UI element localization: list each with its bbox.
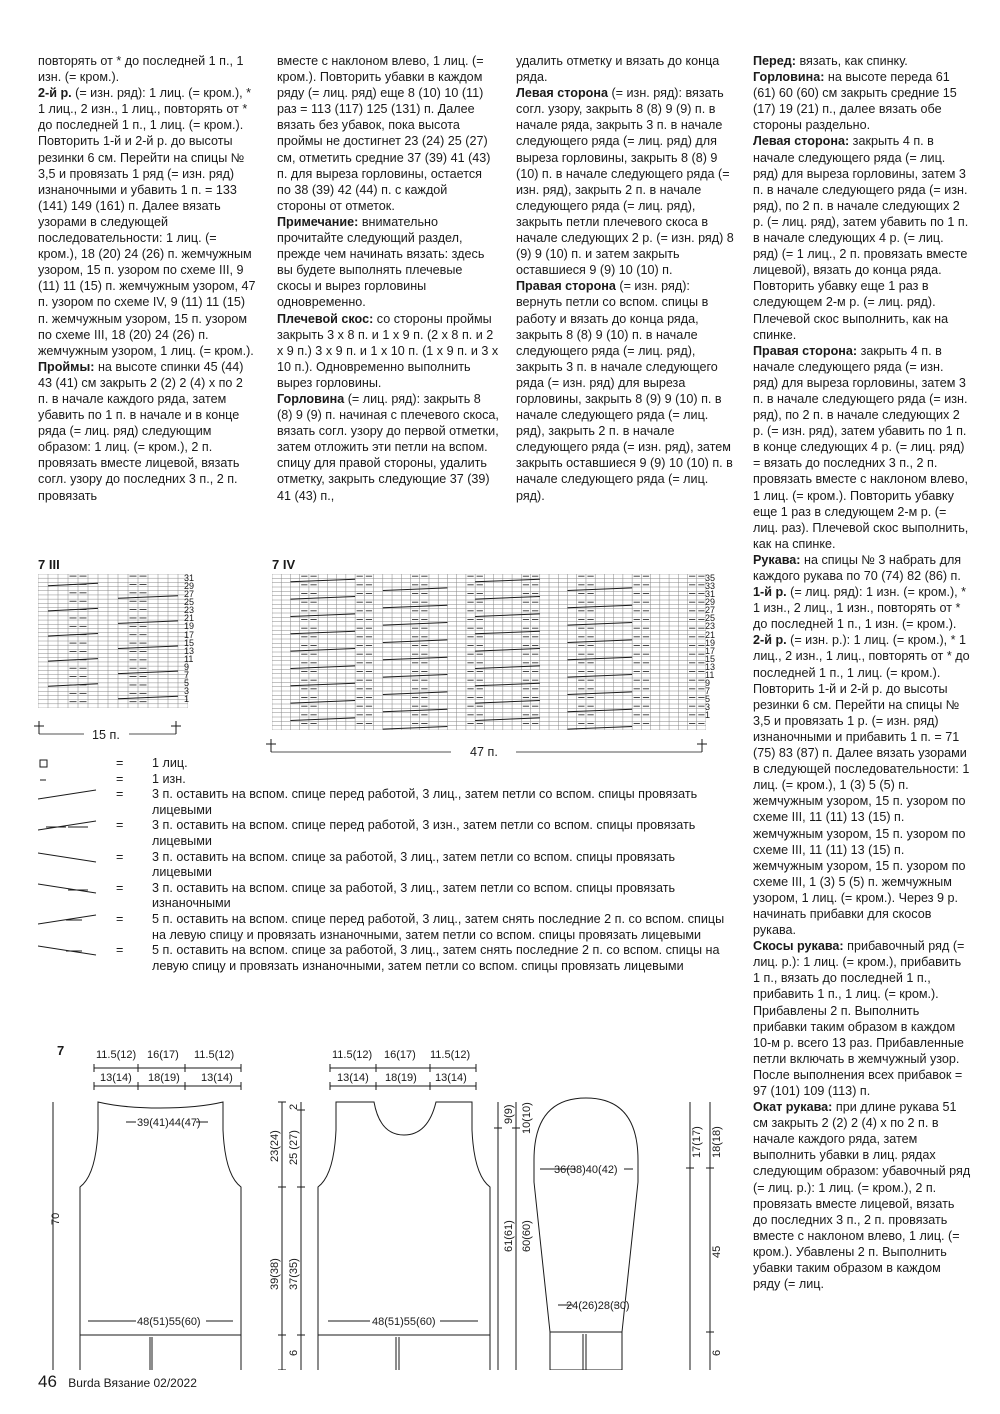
row-number: 13 bbox=[705, 661, 716, 672]
paragraph-heading: Плечевой скос: bbox=[277, 311, 374, 326]
paragraph bbox=[753, 133, 971, 342]
row-number: 15 bbox=[705, 653, 716, 664]
paragraph bbox=[277, 391, 499, 504]
row-number: 3 bbox=[184, 686, 190, 697]
paragraph bbox=[753, 584, 971, 632]
row-number: 21 bbox=[184, 613, 195, 624]
paragraph-text: (= лиц. ряд): закрыть 8 (8) 9 (9) п. начиная с плечевого скоса, вязать согл. узору до первой отметки, затем отложить эти петли на вспом. спицу для правой стороны, удалить отметку, закрыть следующие 37 (39) 41 (43) п., bbox=[277, 391, 499, 503]
paragraph-heading: Проймы: bbox=[38, 359, 95, 374]
legend-text: 5 п. оставить на вспом. спице за работой, 3 лиц., затем снять последние 2 п. со вспом. спицы на левую спицу и провязать изнаночными, затем петли со вспом. спицы провязать лицевыми bbox=[152, 943, 720, 973]
paragraph-text: на спицы № 3 набрать для каждого рукава по 70 (74) 82 (86) п. bbox=[753, 552, 962, 583]
row-number: 25 bbox=[184, 597, 195, 608]
paragraph-text: на высоте спинки 45 (44) 43 (41) см закрыть 2 (2) 2 (4) х по 2 п. в начале каждого ряда, затем убавить по 1 п. в начале и в конце ряда (= лиц. ряд) следующим образом: 1 лиц. (= кром.), 2 п. провязать вместе лицевой, вязать согл. узору до последних 3 п., 2 п. провязать bbox=[38, 359, 244, 503]
paragraph-heading: Горловина: bbox=[753, 70, 825, 85]
paragraph-text: (= изн. ряд): вязать согл. узору, закрыть 8 (8) 9 (9) п. в начале ряда, закрыть 3 п. в начале следующего ряда (= лиц. ряд) для выреза горловины, закрыть 8 (8) 9 (10) п. в начале следующего ряда (= изн. ряд), закрыть 2 п. в начале следующего ряда (= лиц. ряд), закрыть петли плечевого скоса в начале следующих 2 р. (= изн. ряд) 8 (9) 9 (10) п. и затем закрыть оставшиеся 9 (9) 10 (10) п. bbox=[516, 86, 734, 278]
sleeve-cap-height1-dim: 17(17) bbox=[691, 1126, 703, 1158]
publication-name: Burda Вязание 02/2022 bbox=[68, 1376, 197, 1390]
row-number: 29 bbox=[184, 581, 195, 592]
text-column-4 bbox=[753, 53, 971, 1292]
legend-text: 3 п. оставить на вспом. спице перед работой, 3 лиц., затем петли со вспом. спицы провязать лицевыми bbox=[152, 787, 698, 817]
paragraph bbox=[38, 85, 256, 359]
paragraph bbox=[277, 214, 499, 311]
sleeve-cap1-dim: 9(9) bbox=[503, 1104, 515, 1124]
paragraph-text: при длине рукава 51 см закрыть 2 (2) 2 (4) х по 2 п. в начале каждого ряда, затем выполнить убавки в лиц. рядах следующим образом: убавочный ряд (= лиц. р.): 1 лиц. (= кром.), 2 п. провязать вместе лицевой, вязать до последних 3 п., 2 п. провязать вместе с наклоном влево, 1 лиц. (= кром.). Убавлены 2 п. Выполнить убавки таким образом в каждом ряду (= лиц. bbox=[753, 1100, 971, 1292]
back-height-dim: 70 bbox=[50, 1212, 62, 1225]
row-number: 29 bbox=[705, 597, 716, 608]
chart-iv-title: 7 IV bbox=[272, 557, 296, 572]
back-neck-right-dim: 13(14) bbox=[201, 1072, 233, 1084]
sleeve-rib-dim: 6 bbox=[711, 1349, 723, 1356]
row-number: 1 bbox=[705, 710, 711, 721]
paragraph-text: закрыть 4 п. в начале следующего ряда (= изн. ряд) для выреза горловины, затем 3 п. в начале следующего ряда (= изн. ряд), по 2 п. в начале следующих 2 р. (= изн. ряд), затем убавить по 1 п. в конце следующих 4 р. (= лиц. ряд) = вязать до последних 3 п., 2 п. провязать вместе с наклоном влево, 1 лиц. (= кром.). Повторить убавку еще 1 раз в следующем 2-м р. (= лиц. раз). Плечевой скос выполнить, как на спинке. bbox=[753, 343, 969, 551]
legend-text: 1 изн. bbox=[152, 771, 186, 786]
legend-item bbox=[38, 772, 738, 788]
legend-item bbox=[38, 787, 738, 818]
paragraph-text: (= изн. ряд): вернуть петли со вспом. спицы в работу и вязать до конца ряда, закрыть 8 (8) 9 (10) п. в начале следующего ряда (= лиц. ряд), закрыть 3 п. в начале следующего ряда (= изн. ряд) для выреза горловины, закрыть 8 (9) 9 (10) п. в начале следующего ряда (= лиц. ряд), закрыть 2 п. в начале следующего ряда (= изн. ряд), затем закрыть оставшиеся 9 (9) 10 (10) п. в начале следующего ряда (= лиц. ряд). bbox=[516, 279, 733, 503]
front-side1-dim: 39(38) bbox=[269, 1258, 281, 1290]
page-footer bbox=[38, 1372, 197, 1392]
box-symbol-icon bbox=[38, 756, 106, 772]
cable5-l-symbol-icon bbox=[38, 912, 106, 928]
row-number: 35 bbox=[705, 573, 716, 583]
chart-legend bbox=[38, 756, 738, 974]
legend-item bbox=[38, 756, 738, 772]
text-column-3 bbox=[516, 53, 738, 504]
paragraph-text: вместе с наклоном влево, 1 лиц. (= кром.). Повторить убавки в каждом ряду (= лиц. ряд) еще 8 (10) 10 (11) раз = 113 (117) 125 (131) п. Далее вязать без убавок, пока высота проймы не достигнет 23 (24) 25 (27) см, отметить средние 37 (39) 41 (43) п. для выреза горловины, остается по 38 (39) 42 (44) п. с каждой стороны от отметок. bbox=[277, 54, 491, 213]
sleeve-lower-dim: 24(26)28(30) bbox=[566, 1300, 630, 1312]
row-number: 1 bbox=[184, 694, 190, 705]
sleeve-cap2-dim: 10(10) bbox=[521, 1102, 533, 1134]
chart-iii-width-label: 15 п. bbox=[92, 728, 120, 742]
paragraph bbox=[516, 85, 738, 278]
legend-text: 3 п. оставить на вспом. спице за работой, 3 лиц., затем петли со вспом. спицы провязать изнаночными bbox=[152, 880, 676, 911]
paragraph-text: удалить отметку и вязать до конца ряда. bbox=[516, 54, 720, 85]
legend-equals: = bbox=[116, 818, 124, 833]
paragraph-text: (= изн. р.): 1 лиц. (= кром.), * 1 лиц., 2 изн., 1 лиц., повторять от * до последней 1 п., 1 лиц. (= кром.). Повторить 1-й и 2-й р. до высоты резинки 6 см. Перейти на спицы № 3,5 и провязать 1 р. (= изн. ряд) изнаночными и прибавить 1 п. = 71 (75) 83 (87) п. Далее вязать узорами в следующей последовательности: 1 лиц. (= кром.), 1 (3) 5 (5) п. жемчужным узором, 15 п. узором по схеме III, 11 (11) 13 (15) п. жемчужным узором, 15 п. узором по схеме III, 11 (11) 13 (15) п. жемчужным узором, 15 п. узором по схеме III, 1 (3) 5 (5) п. жемчужным узором, 1 лиц. (= кром.). Через 9 р. начинать прибавки для скосов рукава. bbox=[753, 633, 970, 938]
chart-iii-grid bbox=[38, 574, 188, 708]
legend-equals: = bbox=[116, 943, 124, 958]
legend-equals: = bbox=[116, 787, 124, 802]
front-neck-mid-dim: 18(19) bbox=[385, 1072, 417, 1084]
sleeve-cap-height2-dim: 18(18) bbox=[711, 1126, 723, 1158]
paragraph-heading: Скосы рукава: bbox=[753, 939, 844, 954]
legend-item bbox=[38, 943, 738, 974]
paragraph-heading: Окат рукава: bbox=[753, 1100, 833, 1115]
garment-schematic bbox=[38, 1040, 750, 1370]
legend-equals: = bbox=[116, 771, 124, 786]
paragraph bbox=[38, 359, 256, 504]
sleeve-len2-dim: 60(60) bbox=[521, 1220, 533, 1252]
legend-equals: = bbox=[116, 880, 124, 895]
paragraph-text: вязать, как спинку. bbox=[795, 54, 908, 68]
legend-text: 5 п. оставить на вспом. спице перед работой, 3 лиц., затем снять последние 2 п. со вспом. спицы на левую спицу и провязать изнаночными, затем петли со вспом. спицы провязать лицевыми bbox=[152, 911, 725, 942]
back-neck-left-dim: 13(14) bbox=[100, 1072, 132, 1084]
row-number: 23 bbox=[184, 605, 195, 616]
row-number: 31 bbox=[705, 589, 716, 600]
figure-number: 7 bbox=[57, 1043, 65, 1058]
row-number: 7 bbox=[705, 686, 711, 697]
paragraph bbox=[753, 1099, 971, 1292]
front-side2-dim: 37(35) bbox=[288, 1258, 300, 1290]
chart-iii-title: 7 III bbox=[38, 557, 60, 572]
paragraph bbox=[753, 53, 971, 69]
legend-equals: = bbox=[116, 911, 124, 926]
paragraph bbox=[753, 69, 971, 133]
back-top-left-dim: 11.5(12) bbox=[96, 1049, 137, 1061]
row-number: 13 bbox=[184, 645, 195, 656]
paragraph-heading: Рукава: bbox=[753, 552, 801, 567]
cable-r-symbol-icon bbox=[38, 850, 106, 866]
row-number: 11 bbox=[705, 669, 715, 680]
front-top-left-dim: 11.5(12) bbox=[332, 1049, 373, 1061]
paragraph bbox=[516, 278, 738, 503]
cable-r-p-symbol-icon bbox=[38, 881, 106, 897]
paragraph bbox=[277, 311, 499, 391]
paragraph-heading: Правая сторона bbox=[516, 279, 616, 294]
row-number: 23 bbox=[705, 621, 716, 632]
row-number: 3 bbox=[705, 702, 711, 713]
paragraph-text: на высоте переда 61 (61) 60 (60) см закрыть средние 15 (17) 19 (21) п., далее вязать обе стороны раздельно. bbox=[753, 70, 957, 133]
row-number: 11 bbox=[184, 653, 194, 664]
row-number: 27 bbox=[705, 605, 716, 616]
paragraph-heading: Правая сторона: bbox=[753, 343, 858, 358]
paragraph-heading: 2-й р. bbox=[753, 633, 787, 648]
row-number: 25 bbox=[705, 613, 716, 624]
front-rib-dim: 6 bbox=[288, 1349, 300, 1356]
row-number: 31 bbox=[184, 573, 195, 583]
chart-iv-row-numbers bbox=[705, 574, 715, 719]
front-neck-right-dim: 13(14) bbox=[435, 1072, 467, 1084]
row-number: 19 bbox=[705, 637, 716, 648]
row-number: 17 bbox=[184, 629, 195, 640]
paragraph-heading: Левая сторона bbox=[516, 86, 608, 101]
row-number: 5 bbox=[184, 678, 190, 689]
paragraph-text: внимательно прочитайте следующий раздел, прежде чем начинать вязать: здесь вы будете выполнять плечевые скосы и вырез горловины одновременно. bbox=[277, 214, 485, 310]
back-hem-dim: 48(51)55(60) bbox=[137, 1316, 201, 1328]
front-armhole-dim: 23(24) bbox=[269, 1130, 281, 1162]
legend-equals: = bbox=[116, 849, 124, 864]
row-number: 5 bbox=[705, 694, 711, 705]
row-number: 7 bbox=[184, 669, 190, 680]
paragraph-text: (= лиц. ряд): 1 изн. (= кром.), * 1 изн., 2 лиц., 1 изн., повторять от * до последней 1 п., 1 изн. (= кром.). bbox=[753, 585, 967, 632]
legend-equals: = bbox=[116, 756, 124, 770]
legend-item bbox=[38, 881, 738, 912]
legend-item bbox=[38, 818, 738, 849]
paragraph-heading: Примечание: bbox=[277, 214, 359, 229]
paragraph-text: прибавочный ряд (= лиц. р.): 1 лиц. (= кром.), прибавить 1 п., вязать до последней 1 п., прибавить 1 п., 1 лиц. (= кром.). Прибавлены 2 п. Выполнить прибавки таким образом в каждом 10-м р. всего 13 раз. Прибавленные петли включать в жемчужный узор. После выполнения всех прибавок = 97 (101) 109 (113) п. bbox=[753, 939, 965, 1098]
legend-text: 1 лиц. bbox=[152, 756, 188, 770]
sleeve-upper-dim: 36(38)40(42) bbox=[554, 1164, 618, 1176]
cable5-r-symbol-icon bbox=[38, 943, 106, 959]
sleeve-len1-dim: 61(61) bbox=[503, 1220, 515, 1252]
back-top-mid-dim: 16(17) bbox=[147, 1049, 179, 1061]
front-top-right-dim: 11.5(12) bbox=[430, 1049, 471, 1061]
paragraph bbox=[753, 343, 971, 552]
chart-iv-width-label: 47 п. bbox=[470, 745, 498, 759]
legend-item bbox=[38, 850, 738, 881]
row-number: 9 bbox=[705, 678, 711, 689]
paragraph bbox=[277, 53, 499, 214]
row-number: 17 bbox=[705, 645, 716, 656]
cable-l-p-symbol-icon bbox=[38, 818, 106, 834]
back-top-right-dim: 11.5(12) bbox=[194, 1049, 235, 1061]
paragraph-heading: 2-й р. bbox=[38, 86, 72, 101]
cable-l-symbol-icon bbox=[38, 787, 106, 803]
paragraph-heading: Перед: bbox=[753, 54, 796, 68]
paragraph-text: со стороны проймы закрыть 3 х 8 п. и 1 х 9 п. (2 х 8 п. и 2 х 9 п.) 3 х 9 п. и 1 х 10 п. (1 х 9 п. и 3 х 10 п.). Одновременно выполнить вырез горловины. bbox=[277, 311, 499, 390]
front-hem-dim: 48(51)55(60) bbox=[372, 1316, 436, 1328]
row-number: 27 bbox=[184, 589, 195, 600]
front-armhole2-dim: 25 (27) bbox=[288, 1130, 300, 1165]
paragraph bbox=[38, 53, 256, 85]
back-chest-dim: 39(41)44(47) bbox=[137, 1117, 201, 1129]
sleeve-length-dim: 45 bbox=[711, 1245, 723, 1258]
paragraph bbox=[753, 552, 971, 584]
paragraph-text: (= изн. ряд): 1 лиц. (= кром.), * 1 лиц., 2 изн., 1 лиц., повторять от * до последней 1 п., 1 лиц. (= кром.). Повторить 1-й и 2-й р. до высоты резинки 6 см. Перейти на спицы № 3,5 и провязать 1 ряд (= изн. ряд) изнаночными и убавить 1 п. = 133 (141) 149 (161) п. Далее вязать узорами в следующей последовательности: 1 лиц. (= кром.), 18 (20) 24 (26) п. жемчужным узором, 15 п. узором по схеме III, 9 (11) 11 (15) п. жемчужным узором, 47 п. узором по схеме IV, 9 (11) 11 (15) п. жемчужным узором, 15 п. узором по схеме III, 18 (20) 24 (26) п. жемчужным узором, 1 лиц. (= кром.). bbox=[38, 86, 256, 358]
row-number: 33 bbox=[705, 581, 716, 592]
front-neck-left-dim: 13(14) bbox=[337, 1072, 369, 1084]
dash-symbol-icon bbox=[38, 772, 106, 788]
front-shoulder-dim: 2 bbox=[288, 1103, 300, 1110]
paragraph-heading: Левая сторона: bbox=[753, 134, 850, 149]
paragraph bbox=[516, 53, 738, 85]
paragraph-text: повторять от * до последней 1 п., 1 изн. (= кром.). bbox=[38, 54, 244, 85]
chart-iv-grid bbox=[272, 574, 706, 730]
front-top-mid-dim: 16(17) bbox=[384, 1049, 416, 1061]
paragraph-heading: 1-й р. bbox=[753, 585, 787, 600]
row-number: 9 bbox=[184, 661, 190, 672]
row-number: 19 bbox=[184, 621, 195, 632]
paragraph bbox=[753, 632, 971, 938]
row-number: 21 bbox=[705, 629, 716, 640]
paragraph bbox=[753, 938, 971, 1099]
text-column-1 bbox=[38, 53, 256, 504]
legend-item bbox=[38, 912, 738, 943]
back-neck-mid-dim: 18(19) bbox=[148, 1072, 180, 1084]
legend-text: 3 п. оставить на вспом. спице перед работой, 3 изн., затем петли со вспом. спицы провязать лицевыми bbox=[152, 818, 696, 848]
page-number: 46 bbox=[38, 1372, 57, 1391]
chart-iii-row-numbers bbox=[184, 574, 194, 703]
paragraph-text: закрыть 4 п. в начале следующего ряда (= лиц. ряд) для выреза горловины, затем 3 п. в начале следующего ряда (= изн. ряд), по 2 п. в начале следующих 2 р. (= лиц. ряд), затем убавить по 1 п. в начале следующих 4 р. (= лиц. ряд) (= 1 лиц., 2 п. провязать вместе лицевой), вязать до конца ряда. Повторить убавку еще 1 раз в следующем 2-м р. (= лиц. ряд). Плечевой скос выполнить, как на спинке. bbox=[753, 134, 969, 342]
legend-text: 3 п. оставить на вспом. спице за работой, 3 лиц., затем петли со вспом. спицы провязать лицевыми bbox=[152, 849, 676, 880]
text-column-2 bbox=[277, 53, 499, 504]
row-number: 15 bbox=[184, 637, 195, 648]
paragraph-heading: Горловина bbox=[277, 391, 345, 406]
